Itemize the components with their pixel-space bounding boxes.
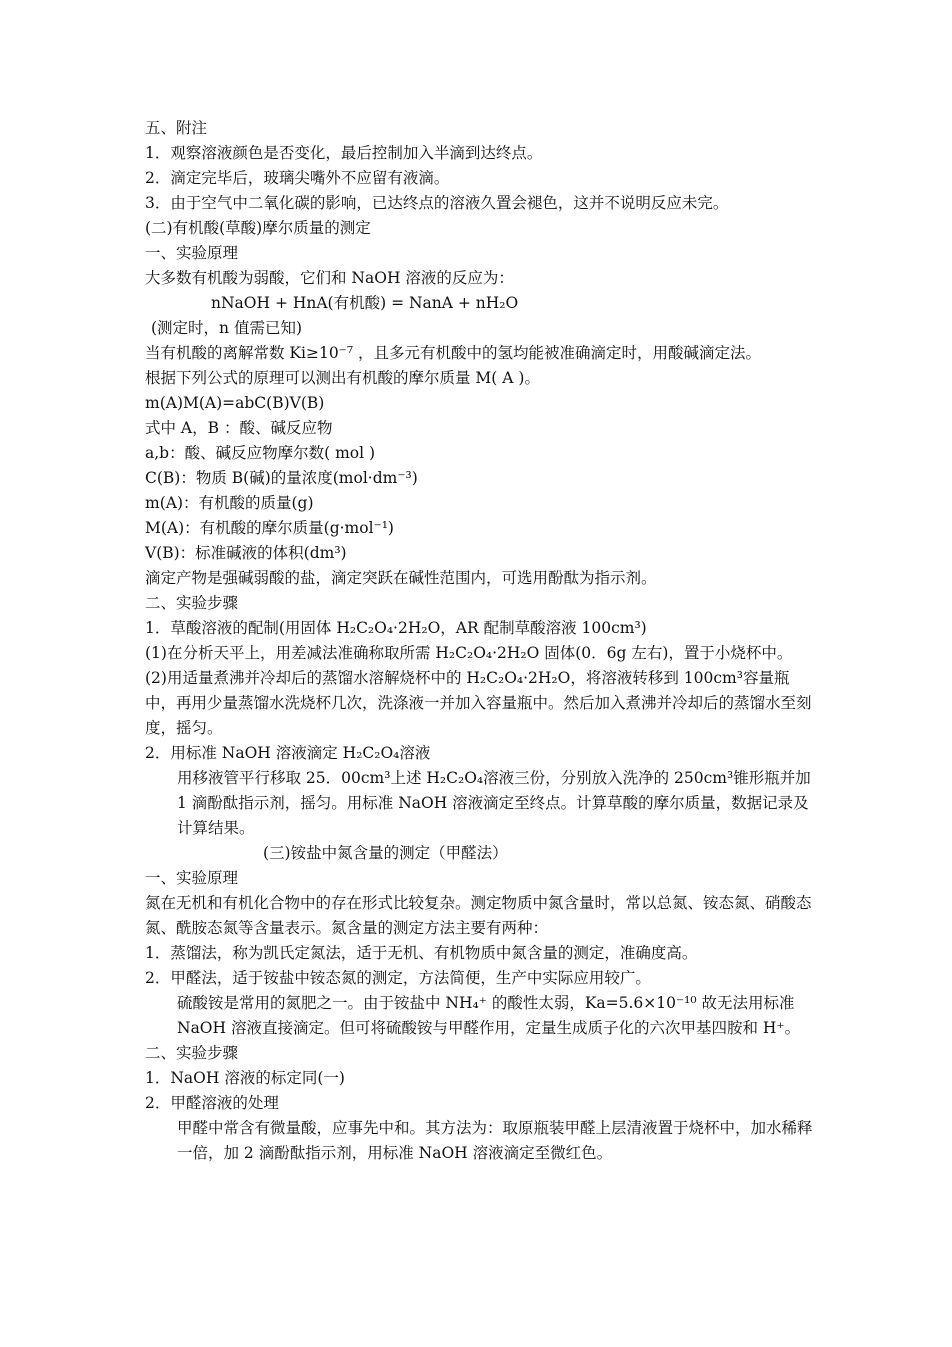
- step-formaldehyde-treatment: 2．甲醛溶液的处理: [145, 1094, 279, 1112]
- note-item-1: 1．观察溶液颜色是否变化，最后控制加入半滴到达终点。: [145, 144, 543, 162]
- definition-ab-moles: a,b：酸、碱反应物摩尔数( mol ): [145, 444, 376, 462]
- section-heading-notes: 五、附注: [145, 119, 208, 137]
- definition-volume: V(B)：标准碱液的体积(dm³): [145, 544, 347, 562]
- step-naoh-standardization: 1．NaOH 溶液的标定同(一): [145, 1069, 345, 1087]
- definition-concentration: C(B)：物质 B(碱)的量浓度(mol·dm⁻³): [145, 469, 418, 487]
- section-title-ammonium: (三)铵盐中氮含量的测定（甲醛法）: [263, 844, 508, 862]
- paragraph-formaldehyde-neutralize: 甲醛中常含有微量酸，应事先中和。其方法为：取原瓶装甲醛上层清液置于烧杯中，加水稀释一倍，加 2 滴酚酞指示剂，用标准 NaOH 溶液滴定至微红色。: [177, 1119, 813, 1162]
- subheading-principle-1: 一、实验原理: [145, 244, 239, 262]
- step-weighing: (1)在分析天平上，用差减法准确称取所需 H₂C₂O₄·2H₂O 固体(0．6g 左右)，置于小烧杯中。: [145, 644, 793, 662]
- subheading-steps-1: 二、实验步骤: [145, 594, 239, 612]
- document-page: [145, 116, 815, 1166]
- note-item-3: 3．由于空气中二氧化碳的影响，已达终点的溶液久置会褪色，这并不说明反应未完。: [145, 194, 729, 212]
- equation-note: (测定时，n 值需已知): [151, 319, 303, 337]
- definition-mass: m(A)：有机酸的质量(g): [145, 494, 314, 512]
- step-titration-heading: 2．用标准 NaOH 溶液滴定 H₂C₂O₄溶液: [145, 744, 431, 762]
- definition-molar-mass: M(A)：有机酸的摩尔质量(g·mol⁻¹): [145, 519, 394, 537]
- step-oxalic-solution: 1．草酸溶液的配制(用固体 H₂C₂O₄·2H₂O，AR 配制草酸溶液 100cm³): [145, 619, 647, 637]
- subheading-principle-2: 一、实验原理: [145, 869, 239, 887]
- paragraph-ammonium-sulfate: 硫酸铵是常用的氮肥之一。由于铵盐中 NH₄⁺ 的酸性太弱，Ka=5.6×10⁻¹⁰ 故无法用标准 NaOH 溶液直接滴定。但可将硫酸铵与甲醛作用，定量生成质子化的六次甲基四胺和 H⁺。: [177, 994, 801, 1037]
- method-formaldehyde: 2．甲醛法，适于铵盐中铵态氮的测定，方法简便，生产中实际应用较广。: [145, 969, 651, 987]
- paragraph-dissociation-constant: 当有机酸的离解常数 Ki≥10⁻⁷ ，且多元有机酸中的氢均能被准确滴定时，用酸碱滴定法。: [145, 344, 761, 362]
- paragraph-nitrogen-forms: 氮在无机和有机化合物中的存在形式比较复杂。测定物质中氮含量时，常以总氮、铵态氮、硝酸态氮、酰胺态氮等含量表示。氮含量的测定方法主要有两种：: [145, 894, 812, 937]
- paragraph-indicator: 滴定产物是强碱弱酸的盐，滴定突跃在碱性范围内，可选用酚酞为指示剂。: [145, 569, 657, 587]
- step-dissolve-transfer: (2)用适量煮沸并冷却后的蒸馏水溶解烧杯中的 H₂C₂O₄·2H₂O，将溶液转移到 100cm³容量瓶中，再用少量蒸馏水洗烧杯几次，洗涤液一并加入容量瓶中。然后加入煮沸并冷却后的蒸馏水至刻度，摇匀。: [145, 669, 812, 737]
- method-distillation: 1．蒸馏法，称为凯氏定氮法，适于无机、有机物质中氮含量的测定，准确度高。: [145, 944, 698, 962]
- formula-molar-mass: m(A)M(A)=abC(B)V(B): [145, 394, 325, 412]
- subheading-steps-2: 二、实验步骤: [145, 1044, 239, 1062]
- definition-a-b: 式中 A，B ：酸、碱反应物: [145, 419, 333, 437]
- section-title-organic-acid: (二)有机酸(草酸)摩尔质量的测定: [145, 219, 371, 237]
- paragraph-formula-principle: 根据下列公式的原理可以测出有机酸的摩尔质量 M( A )。: [145, 369, 540, 387]
- paragraph-reaction-intro: 大多数有机酸为弱酸，它们和 NaOH 溶液的反应为：: [145, 269, 514, 287]
- reaction-equation: nNaOH + HnA(有机酸) = NanA + nH₂O: [211, 294, 519, 312]
- note-item-2: 2．滴定完毕后，玻璃尖嘴外不应留有液滴。: [145, 169, 450, 187]
- paragraph-titration: 用移液管平行移取 25．00cm³上述 H₂C₂O₄溶液三份，分别放入洗净的 250cm³锥形瓶并加 1 滴酚酞指示剂，摇匀。用标准 NaOH 溶液滴定至终点。计算草酸的摩尔质量，数据记录及计算结果。: [177, 769, 811, 837]
